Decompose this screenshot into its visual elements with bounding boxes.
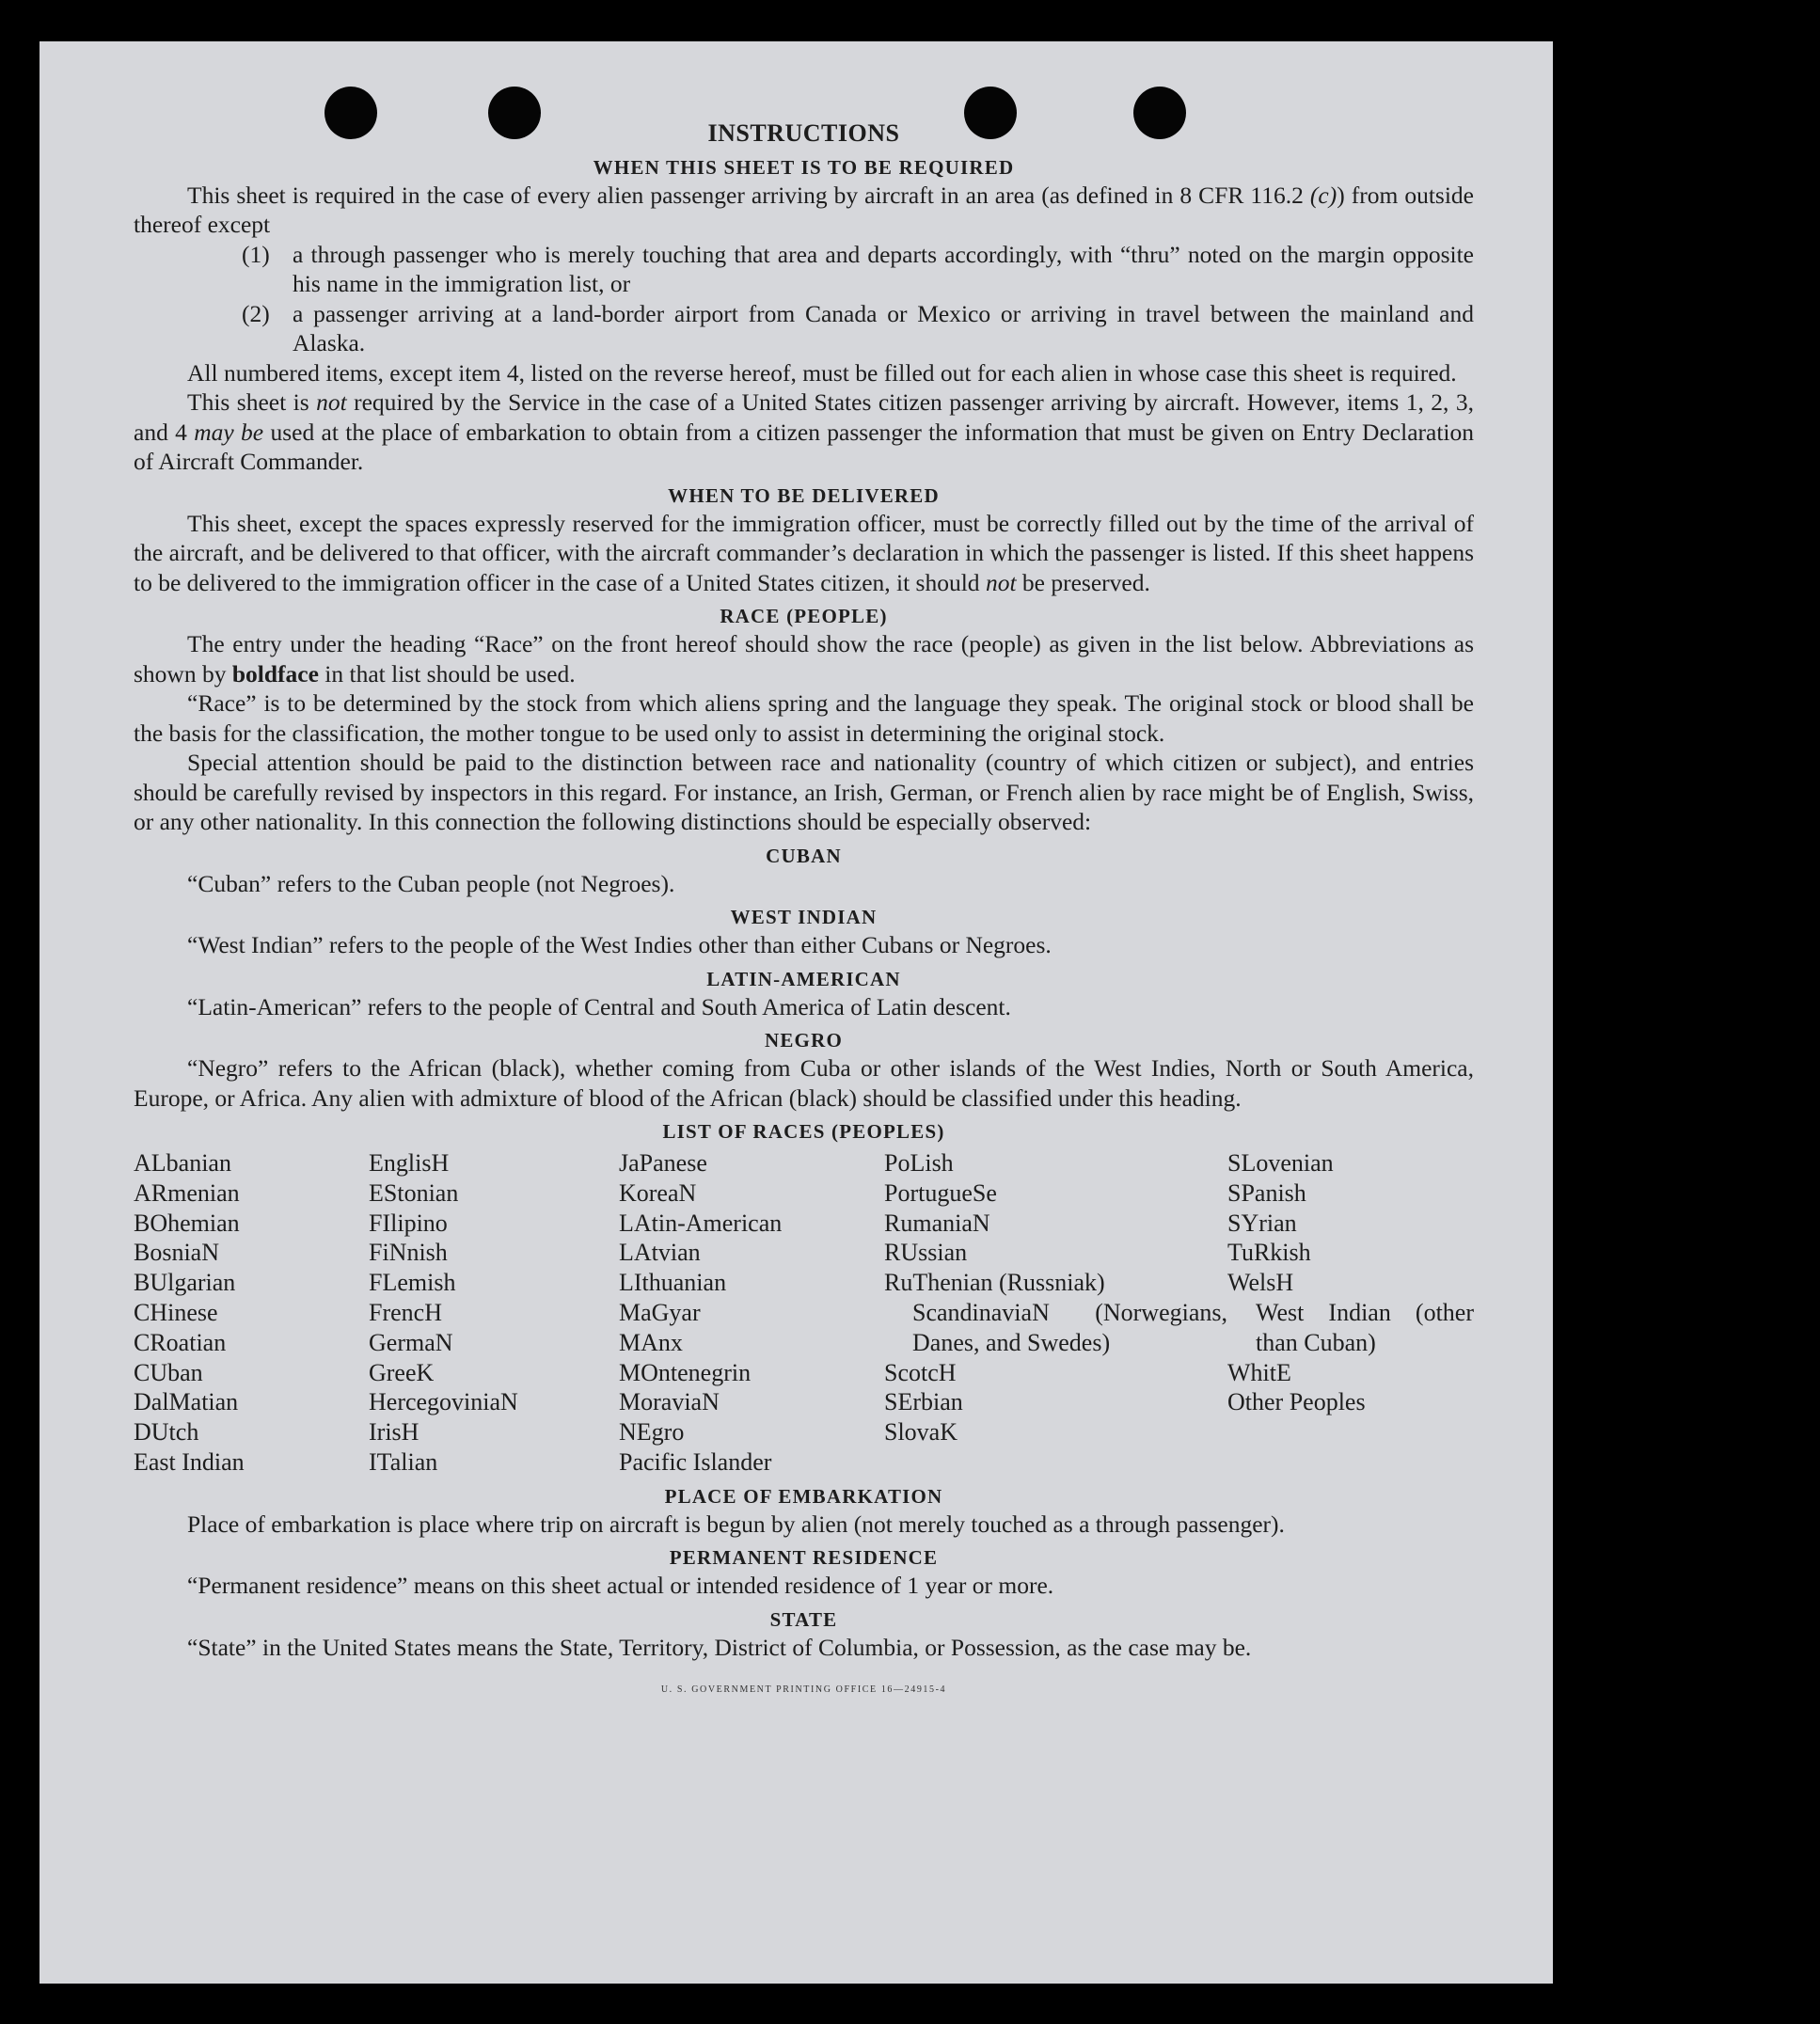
race-entry: LAtin-American <box>619 1209 783 1237</box>
race-entry: WhitE <box>1227 1358 1291 1386</box>
paragraph: “Cuban” refers to the Cuban people (not Negroes). <box>187 869 675 897</box>
race-entry: PoLish <box>884 1149 954 1177</box>
paragraph: This sheet, except the spaces expressly reserved for the immigration officer, must be correctly filled out by the time of the arrival of the aircraft, and be delivered to that officer, with the aircraft commander’s declaration in which the passenger is listed. If this sheet happens to be delivered to the immigration officer in the case of a United States citizen, it should not be preserved. <box>134 509 1474 596</box>
race-entry: MOntenegrin <box>619 1358 752 1386</box>
section-heading: NEGRO <box>764 1029 843 1052</box>
races-column <box>134 1148 369 1478</box>
race-entry: GermaN <box>369 1328 453 1356</box>
race-entry: KoreaN <box>619 1178 697 1207</box>
paragraph: The entry under the heading “Race” on the front hereof should show the race (people) as given in the list below. Abbreviations as shown by boldface in that list should be used. <box>134 630 1474 688</box>
race-entry: SPanish <box>1227 1178 1306 1207</box>
paragraph: All numbered items, except item 4, listed on the reverse hereof, must be filled out for each alien in whose case this sheet is required. <box>187 358 1457 387</box>
paragraph: “State” in the United States means the State, Territory, District of Columbia, or Possession, as the case may be. <box>187 1633 1252 1661</box>
race-entry: CHinese <box>134 1298 218 1326</box>
list-item: (2) a passenger arriving at a land-border airport from Canada or Mexico or arriving in travel between the mainland and Alaska. <box>242 299 1474 356</box>
paragraph: “Latin-American” refers to the people of Central and South America of Latin descent. <box>187 992 1011 1020</box>
race-entry: BOhemian <box>134 1209 240 1237</box>
section-heading: STATE <box>769 1607 838 1631</box>
race-entry: RuThenian (Russniak) <box>884 1269 1105 1297</box>
races-column <box>369 1148 619 1478</box>
section-heading: WHEN TO BE DELIVERED <box>668 483 940 507</box>
race-entry: DalMatian <box>134 1388 239 1416</box>
race-entry: ScandinaviaN (Norwegians, Danes, and Swedes) <box>912 1298 1227 1356</box>
race-entry: FIlipino <box>369 1209 448 1237</box>
races-list <box>134 1148 1474 1478</box>
race-entry: ALbanian <box>134 1149 231 1177</box>
race-entry: ARmenian <box>134 1178 240 1207</box>
race-entry: ITalian <box>369 1447 438 1476</box>
race-entry: RumaniaN <box>884 1209 990 1237</box>
paragraph: Place of embarkation is place where trip on aircraft is begun by alien (not merely touched as a through passenger). <box>187 1510 1285 1538</box>
race-entry: CRoatian <box>134 1328 227 1356</box>
list-item: (1) a through passenger who is merely touching that area and departs accordingly, with “thru” noted on the margin opposite his name in the immigration list, or <box>242 240 1474 297</box>
paragraph: This sheet is required in the case of every alien passenger arriving by aircraft in an area (as defined in 8 CFR 116.2 (c)) from outside thereof except <box>134 181 1474 238</box>
page-title: INSTRUCTIONS <box>707 119 900 147</box>
section-heading: PERMANENT RESIDENCE <box>669 1546 939 1570</box>
race-entry: Other Peoples <box>1227 1388 1366 1416</box>
paragraph: “West Indian” refers to the people of the West Indies other than either Cubans or Negroes. <box>187 931 1052 958</box>
race-entry: West Indian (other than Cuban) <box>1256 1298 1474 1356</box>
race-entry: TuRkish <box>1227 1239 1311 1267</box>
race-entry: SlovaK <box>884 1418 957 1447</box>
races-column <box>619 1148 884 1478</box>
race-entry: RUssian <box>884 1239 968 1267</box>
race-entry: BosniaN <box>134 1239 219 1267</box>
race-entry: DUtch <box>134 1418 199 1447</box>
race-entry: SErbian <box>884 1388 963 1416</box>
section-heading: LIST OF RACES (PEOPLES) <box>662 1120 945 1143</box>
section-heading: LATIN-AMERICAN <box>706 967 901 990</box>
paragraph: “Negro” refers to the African (black), whether coming from Cuba or other islands of the West Indies, North or South America, Europe, or Africa. Any alien with admixture of blood of the African (black) should be classified under this heading. <box>134 1054 1474 1112</box>
race-entry: Pacific Islander <box>619 1447 772 1476</box>
section-heading: RACE (PEOPLE) <box>720 605 888 627</box>
section-heading: PLACE OF EMBARKATION <box>664 1484 943 1508</box>
race-entry: CUban <box>134 1358 203 1386</box>
race-entry: MaGyar <box>619 1298 701 1326</box>
section-heading: CUBAN <box>766 844 842 867</box>
race-entry: EStonian <box>369 1178 459 1207</box>
races-column <box>1227 1148 1474 1478</box>
race-entry: IrisH <box>369 1418 419 1447</box>
race-entry: MoraviaN <box>619 1388 720 1416</box>
race-entry: PortugueSe <box>884 1178 997 1207</box>
race-entry: FLemish <box>369 1269 456 1297</box>
race-entry: GreeK <box>369 1358 435 1386</box>
race-entry: East Indian <box>134 1447 245 1476</box>
race-entry: WelsH <box>1227 1269 1294 1297</box>
document-sheet <box>40 41 1553 1984</box>
race-entry: BUlgarian <box>134 1269 236 1297</box>
race-entry: FiNnish <box>369 1239 448 1267</box>
race-entry: SLovenian <box>1227 1149 1334 1177</box>
race-entry: EnglisH <box>369 1149 450 1177</box>
printer-imprint: U. S. GOVERNMENT PRINTING OFFICE 16—24915-4 <box>660 1684 947 1696</box>
race-entry: HercegoviniaN <box>369 1388 518 1416</box>
paragraph: “Race” is to be determined by the stock from which aliens spring and the language they speak. The original stock or blood shall be the basis for the classification, the mother tongue to be used only to assist in determining the original stock. <box>134 689 1474 747</box>
races-column <box>884 1148 1227 1478</box>
paragraph: This sheet is not required by the Service in the case of a United States citizen passenger arriving by aircraft. However, items 1, 2, 3, and 4 may be used at the place of embarkation to obtain from a citizen passenger the information that must be given on Entry Declaration of Aircraft Commander. <box>134 388 1474 475</box>
race-entry: LAtvian <box>619 1239 701 1267</box>
race-entry: JaPanese <box>619 1149 707 1177</box>
race-entry: FrencH <box>369 1298 442 1326</box>
paragraph: “Permanent residence” means on this sheet actual or intended residence of 1 year or more. <box>187 1572 1054 1600</box>
race-entry: NEgro <box>619 1418 685 1447</box>
race-entry: SYrian <box>1227 1209 1297 1237</box>
race-entry: LIthuanian <box>619 1269 727 1297</box>
race-entry: ScotcH <box>884 1358 957 1386</box>
instructions-content <box>134 119 1474 1705</box>
section-heading: WHEN THIS SHEET IS TO BE REQUIRED <box>593 155 1015 179</box>
section-heading: WEST INDIAN <box>730 906 878 928</box>
race-entry: MAnx <box>619 1328 683 1356</box>
paragraph: Special attention should be paid to the distinction between race and nationality (country of which citizen or subject), and entries should be carefully revised by inspectors in this regard. For instance, an Irish, German, or French alien by race might be of English, Swiss, or any other nationality. In this connection the following distinctions should be especially observed: <box>134 749 1474 835</box>
